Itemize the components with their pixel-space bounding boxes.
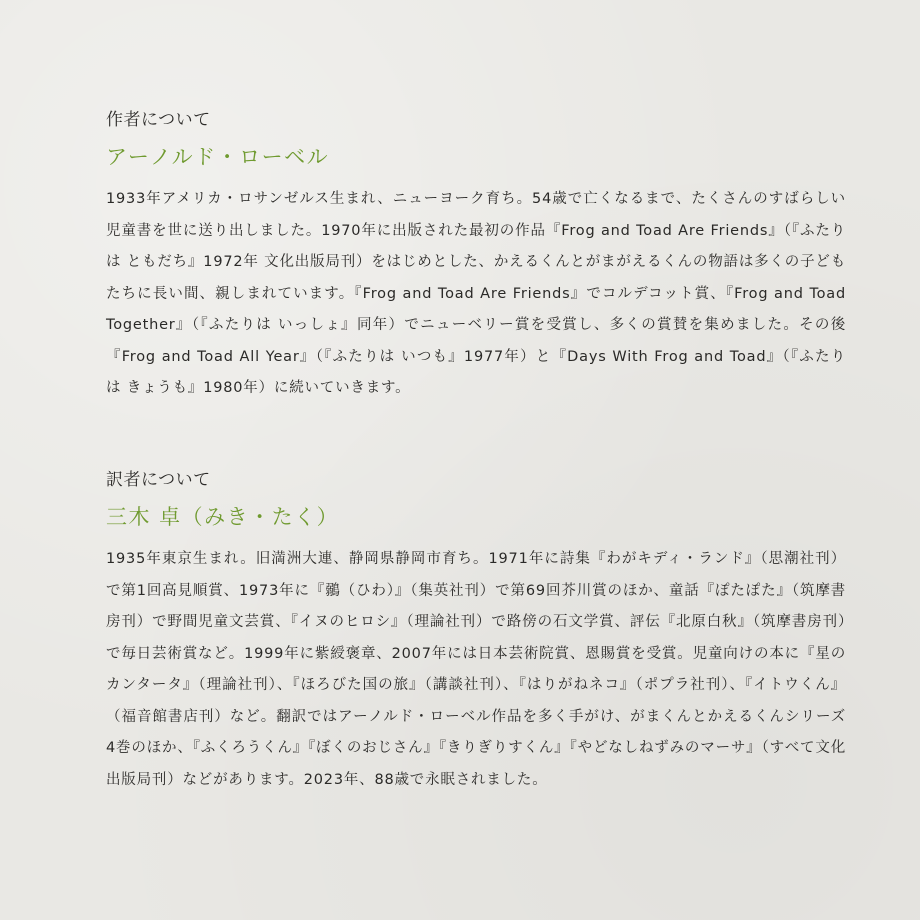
author-heading: 作者について [106, 110, 211, 130]
translator-bio: 1935年東京生まれ。旧満洲大連、静岡県静岡市育ち。1971年に詩集『わがキディ・ランド』（思潮社刊）で第1回高見順賞、1973年に『鶸（ひわ）』（集英社刊）で第69回芥川賞のほか、童話『ぽたぽた』（筑摩書房刊）で野間児童文芸賞、『イヌのヒロシ』（理論社刊）で路傍の石文学賞、評伝『北原白秋』（筑摩書房刊）で毎日芸術賞など。1999年に紫綬褒章、2007年には日本芸術院賞、恩賜賞を受賞。児童向けの本に『星のカンタータ』（理論社刊）、『ほろびた国の旅』（講談社刊）、『はりがねネコ』（ポプラ社刊）、『イトウくん』（福音館書店刊）など。翻訳ではアーノルド・ローベル作品を多く手がけ、がまくんとかえるくんシリーズ4巻のほか、『ふくろうくん』『ぼくのおじさん』『きりぎりすくん』『やどなしねずみのマーサ』（すべて文化出版局刊）などがあります。2023年、88歳で永眠されました。 [106, 551, 846, 788]
translator-name: 三木 卓（みき・たく） [106, 505, 340, 529]
translator-heading: 訳者について [106, 470, 211, 490]
author-bio: 1933年アメリカ・ロサンゼルス生まれ、ニューヨーク育ち。54歳で亡くなるまで、たくさんのすばらしい児童書を世に送り出しました。1970年に出版された最初の作品『Frog and Toad Are Friends』（『ふたりは ともだち』1972年 文化出版局刊）をはじめとした、かえるくんとがまがえるくんの物語は多くの子どもたちに長い間、親しまれています。『Frog and Toad Are Friends』でコルデコット賞、『Frog and Toad Together』（『ふたりは いっしょ』同年）でニューベリー賞を受賞し、多くの賞賛を集めました。その後『Frog and Toad All Year』（『ふたりは いつも』1977年）と『Days With Frog and Toad』（『ふたりは きょうも』1980年）に続いていきます。 [106, 191, 846, 396]
author-section [106, 108, 846, 405]
author-name: アーノルド・ローベル [106, 145, 330, 169]
translator-section [106, 468, 846, 796]
